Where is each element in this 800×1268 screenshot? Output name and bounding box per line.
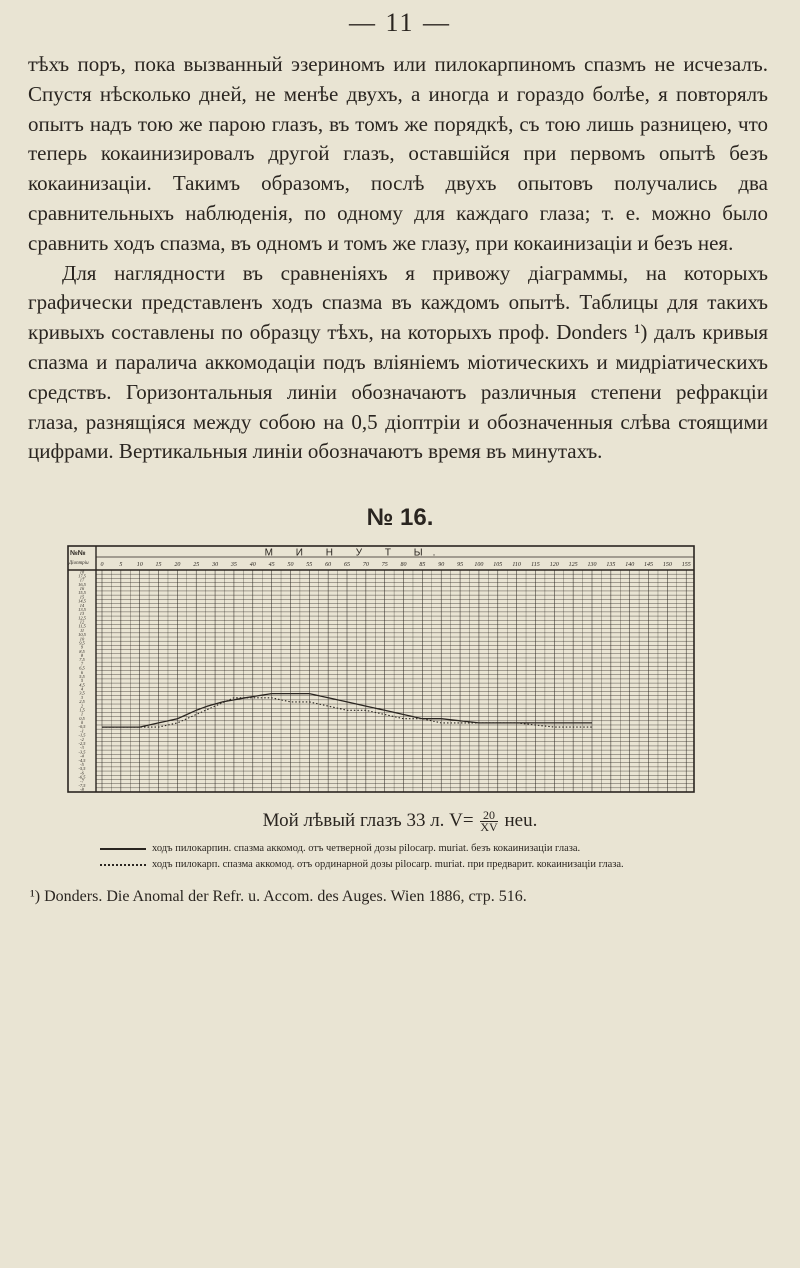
paragraph-2: Для наглядности въ сравненіяхъ я привожу діаграммы, на которыхъ графически представленъ ходъ спазма въ каждомъ опытѣ. Таблицы для такихъ кривыхъ составлены по образцу тѣхъ, на которыхъ проф. Donders ¹) далъ кривыя спазма и паралича аккомодаціи подъ вліяніемъ міотическихъ и мидріатическихъ средствъ. Горизонтальныя линіи обозначаютъ различныя степени рефракціи глаза, разнящіяся между собою на 0,5 діоптріи и обозначенныя слѣва стоящими цифрами. Вертикальныя линіи обозначаютъ время въ минутахъ. <box>28 260 768 464</box>
paragraph-1: тѣхъ поръ, пока вызванный эзериномъ или пилокарпиномъ спазмъ не исчезалъ. Спустя нѣсколько дней, не менѣе двухъ, а иногда и гораздо болѣе, я повторялъ опытъ надъ тою же парою глазъ, въ томъ же порядкѣ, съ тою лишь разницею, что теперь кокаинизировалъ другой глазъ, оставшійся при первомъ опытѣ безъ кокаинизаціи. Такимъ образомъ, послѣ двухъ опытовъ получались два сравнительныхъ наблюденія, по одному для каждаго глаза; т. е. можно было сравнить ходъ спазма, въ одномъ и томъ же глазу, при кокаинизаціи и безъ нея. <box>28 52 768 255</box>
y-tick-label: 0,5 <box>79 715 85 721</box>
x-tick-label: 120 <box>549 562 559 568</box>
x-tick-label: 80 <box>400 562 407 568</box>
x-tick-label: 130 <box>587 562 597 568</box>
page-number: — 11 — <box>348 8 452 37</box>
y-tick-label: 6,5 <box>79 665 85 671</box>
y-tick-label: 11 <box>79 627 85 633</box>
diagram-chart <box>66 542 706 797</box>
y-tick-label: 4,5 <box>79 682 85 688</box>
x-tick-label: 10 <box>136 562 143 568</box>
x-tick-label: 40 <box>249 562 256 568</box>
footnote: ¹) Donders. Die Anomal der Refr. u. Accom. des Auges. Wien 1886, стр. 516. <box>30 888 527 905</box>
x-tick-label: 150 <box>662 562 672 568</box>
y-tick-label: -6,5 <box>78 774 86 780</box>
x-tick-label: 20 <box>174 562 181 568</box>
figure-caption <box>0 810 800 833</box>
figure-number: № 16. <box>366 504 434 531</box>
figure-legend <box>100 842 700 874</box>
y-tick-label: -6 <box>80 770 84 776</box>
y-tick-label: -1,5 <box>78 732 86 738</box>
y-tick-label: -4,5 <box>78 757 86 763</box>
x-tick-label: 75 <box>381 562 388 568</box>
chart-svg <box>66 542 706 797</box>
y-tick-label: 8 <box>80 653 84 659</box>
x-tick-label: 45 <box>268 562 275 568</box>
y-tick-label: 15 <box>79 594 85 600</box>
legend-text-dotted: ходъ пилокарп. спазма аккомод. отъ ординарной дозы pilocarp. muriat. при предварит. кокаинизаціи глаза. <box>152 859 624 870</box>
y-tick-label: 7,5 <box>79 657 85 663</box>
x-tick-label: 110 <box>512 562 521 568</box>
x-tick-label: 35 <box>230 562 237 568</box>
y-tick-label: 3,5 <box>79 690 85 696</box>
y-tick-label: 15,5 <box>78 590 86 596</box>
y-tick-label: 16,5 <box>78 581 86 587</box>
x-tick-label: 105 <box>493 562 503 568</box>
y-tick-label: -0,5 <box>78 724 86 730</box>
legend-row-solid <box>100 842 700 856</box>
y-tick-label: 13,5 <box>78 606 86 612</box>
corner-label-dioptries: Діоптріи <box>69 561 89 566</box>
y-tick-label: 4 <box>80 686 84 692</box>
x-tick-label: 15 <box>155 562 162 568</box>
x-tick-label: 125 <box>568 562 578 568</box>
caption-suffix: нeu. <box>504 810 538 831</box>
y-tick-label: 3 <box>80 694 84 700</box>
visual-acuity-fraction <box>480 810 497 833</box>
y-tick-label: -7 <box>80 778 84 784</box>
x-tick-label: 90 <box>438 562 445 568</box>
chart-title: М И Н У Т Ы. <box>264 547 446 559</box>
x-tick-label: 30 <box>212 562 219 568</box>
y-tick-label: 18 <box>79 569 85 575</box>
y-tick-label: -5 <box>80 761 84 767</box>
x-tick-label: 115 <box>531 562 540 568</box>
y-tick-label: 9 <box>80 644 84 650</box>
y-tick-label: -8 <box>80 787 84 793</box>
y-tick-label: 6 <box>80 669 84 675</box>
y-tick-label: -4 <box>80 753 84 759</box>
y-tick-label: 8,5 <box>79 648 85 654</box>
caption-prefix: Мой лѣвый глазъ 33 л. V= <box>262 810 474 831</box>
y-tick-label: 11,5 <box>78 623 86 629</box>
y-tick-label: -3 <box>80 745 84 751</box>
solid-line-swatch <box>100 848 146 850</box>
fraction-numerator: 20 <box>480 810 497 822</box>
y-tick-label: 16 <box>79 586 85 592</box>
y-tick-label: 17,5 <box>78 573 86 579</box>
y-tick-label: 14,5 <box>78 598 86 604</box>
y-tick-label: -2,5 <box>78 741 86 747</box>
y-tick-label: 12,5 <box>78 615 86 621</box>
x-tick-label: 0 <box>100 562 104 568</box>
y-tick-label: -1 <box>80 728 84 734</box>
x-tick-label: 140 <box>625 562 635 568</box>
y-tick-label: -2 <box>80 736 84 742</box>
y-tick-label: 2 <box>80 703 84 709</box>
y-tick-label: -3,5 <box>78 749 86 755</box>
x-tick-label: 60 <box>325 562 332 568</box>
fraction-denominator: XV <box>480 820 498 835</box>
x-tick-label: 65 <box>344 562 350 568</box>
y-tick-label: 1 <box>80 711 84 717</box>
x-tick-label: 95 <box>457 562 464 568</box>
x-tick-label: 155 <box>681 562 691 568</box>
chart-frame <box>68 546 694 792</box>
y-tick-label: 1,5 <box>79 707 85 713</box>
y-tick-label: 7 <box>80 661 84 667</box>
x-tick-label: 50 <box>287 562 294 568</box>
y-tick-label: -5,5 <box>78 766 86 772</box>
x-tick-label: 145 <box>644 562 654 568</box>
y-tick-label: 5,5 <box>79 673 85 679</box>
x-tick-label: 135 <box>606 562 616 568</box>
y-tick-label: 2,5 <box>79 699 85 705</box>
dotted-line-swatch <box>100 864 146 866</box>
y-tick-label: 12 <box>79 619 85 625</box>
corner-label-number: №№ <box>70 550 86 557</box>
x-tick-label: 85 <box>419 562 426 568</box>
y-tick-label: 17 <box>79 577 85 583</box>
y-tick-label: 13 <box>79 611 85 617</box>
x-tick-label: 5 <box>119 562 123 568</box>
y-tick-label: 10 <box>79 636 85 642</box>
y-tick-label: 10,5 <box>78 632 86 638</box>
y-tick-label: 9,5 <box>79 640 85 646</box>
y-tick-label: -7,5 <box>78 782 86 788</box>
body-text <box>28 50 768 467</box>
y-tick-label: 0 <box>80 720 84 726</box>
legend-row-dotted <box>100 858 700 872</box>
y-tick-label: 14 <box>79 602 85 608</box>
legend-text-solid: ходъ пилокарпин. спазма аккомод. отъ четверной дозы pilocarp. muriat. безъ кокаинизаціи глаза. <box>152 843 581 854</box>
y-tick-label: 5 <box>80 678 84 684</box>
x-tick-label: 100 <box>474 562 484 568</box>
x-tick-label: 55 <box>306 562 313 568</box>
x-tick-label: 25 <box>193 562 200 568</box>
x-tick-label: 70 <box>362 562 369 568</box>
